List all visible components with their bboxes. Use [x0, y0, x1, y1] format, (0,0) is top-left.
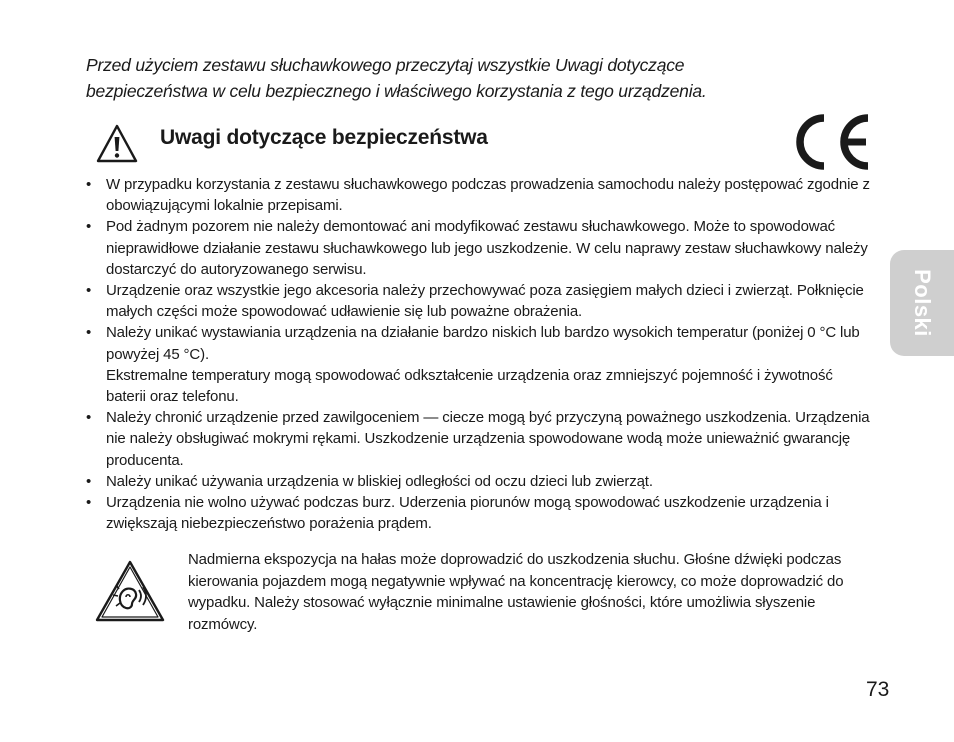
- language-tab: [890, 250, 954, 356]
- bullet-text: Należy unikać używania urządzenia w bliskiej odległości od oczu dzieci lub zwierząt.: [106, 472, 653, 490]
- bullet-text: Należy unikać wystawiania urządzenia na działanie bardzo niskich lub bardzo wysokich temperatur (poniżej 0 °C lub powyżej 45 °C).: [106, 324, 860, 363]
- list-item: [86, 492, 876, 534]
- intro-line-2: bezpieczeństwa w celu bezpiecznego i właściwego korzystania z tego urządzenia.: [86, 81, 707, 101]
- bullet-text: Urządzenie oraz wszystkie jego akcesoria należy przechowywać poza zasięgiem małych dzieci i zwierząt. Połknięcie małych części może spowodować udławienie się lub poważne obrażenia.: [106, 282, 864, 321]
- list-item: [86, 407, 876, 471]
- list-item: [86, 280, 876, 322]
- bullet-text: Urządzenia nie wolno używać podczas burz. Uderzenia piorunów mogą spowodować uszkodzenie urządzenia i zwiększają niebezpieczeństwo porażenia prądem.: [106, 494, 829, 533]
- page-number: 73: [866, 678, 890, 701]
- list-item: [86, 471, 876, 492]
- safety-bullet-list: [86, 174, 876, 534]
- list-item: [86, 216, 876, 280]
- hearing-damage-warning-icon: [95, 560, 165, 622]
- bullet-text: Należy chronić urządzenie przed zawilgoceniem — ciecze mogą być przyczyną poważnego uszkodzenia. Urządzenia nie należy obsługiwać mokrymi rękami. Uszkodzenie urządzenia spowodowane wodą może unieważnić gwarancję producenta.: [106, 409, 870, 469]
- intro-text: [86, 52, 846, 104]
- list-item: [86, 322, 876, 407]
- list-item: [86, 174, 876, 216]
- bullet-continuation: Ekstremalne temperatury mogą spowodować odkształcenie urządzenia oraz zmniejszyć pojemność i żywotność baterii oraz telefonu.: [106, 366, 833, 406]
- language-tab-label: Polski: [910, 269, 935, 337]
- bullet-text: Pod żadnym pozorem nie należy demontować ani modyfikować zestawu słuchawkowego. Może to spowodować nieprawidłowe działanie zestawu słuchawkowego lub jego uszkodzenie. W celu naprawy zestaw słuchawkowy należy dostarczyć do autoryzowanego serwisu.: [106, 218, 868, 278]
- intro-line-1: Przed użyciem zestawu słuchawkowego przeczytaj wszystkie Uwagi dotyczące: [86, 55, 685, 75]
- section-title: Uwagi dotyczące bezpieczeństwa: [160, 126, 488, 149]
- bullet-text: W przypadku korzystania z zestawu słuchawkowego podczas prowadzenia samochodu należy postępować zgodnie z obowiązującymi lokalnie przepisami.: [106, 176, 870, 215]
- warning-triangle-icon: [96, 124, 138, 164]
- noise-warning-text: Nadmierna ekspozycja na hałas może doprowadzić do uszkodzenia słuchu. Głośne dźwięki podczas kierowania pojazdem mogą negatywnie wpływać na koncentrację kierowcy, co może doprowadzić do wypadku. Należy stosować wyłącznie minimalne ustawienie głośności, które umożliwia słyszenie rozmówcy.: [188, 551, 844, 634]
- ce-mark-icon: [786, 114, 872, 170]
